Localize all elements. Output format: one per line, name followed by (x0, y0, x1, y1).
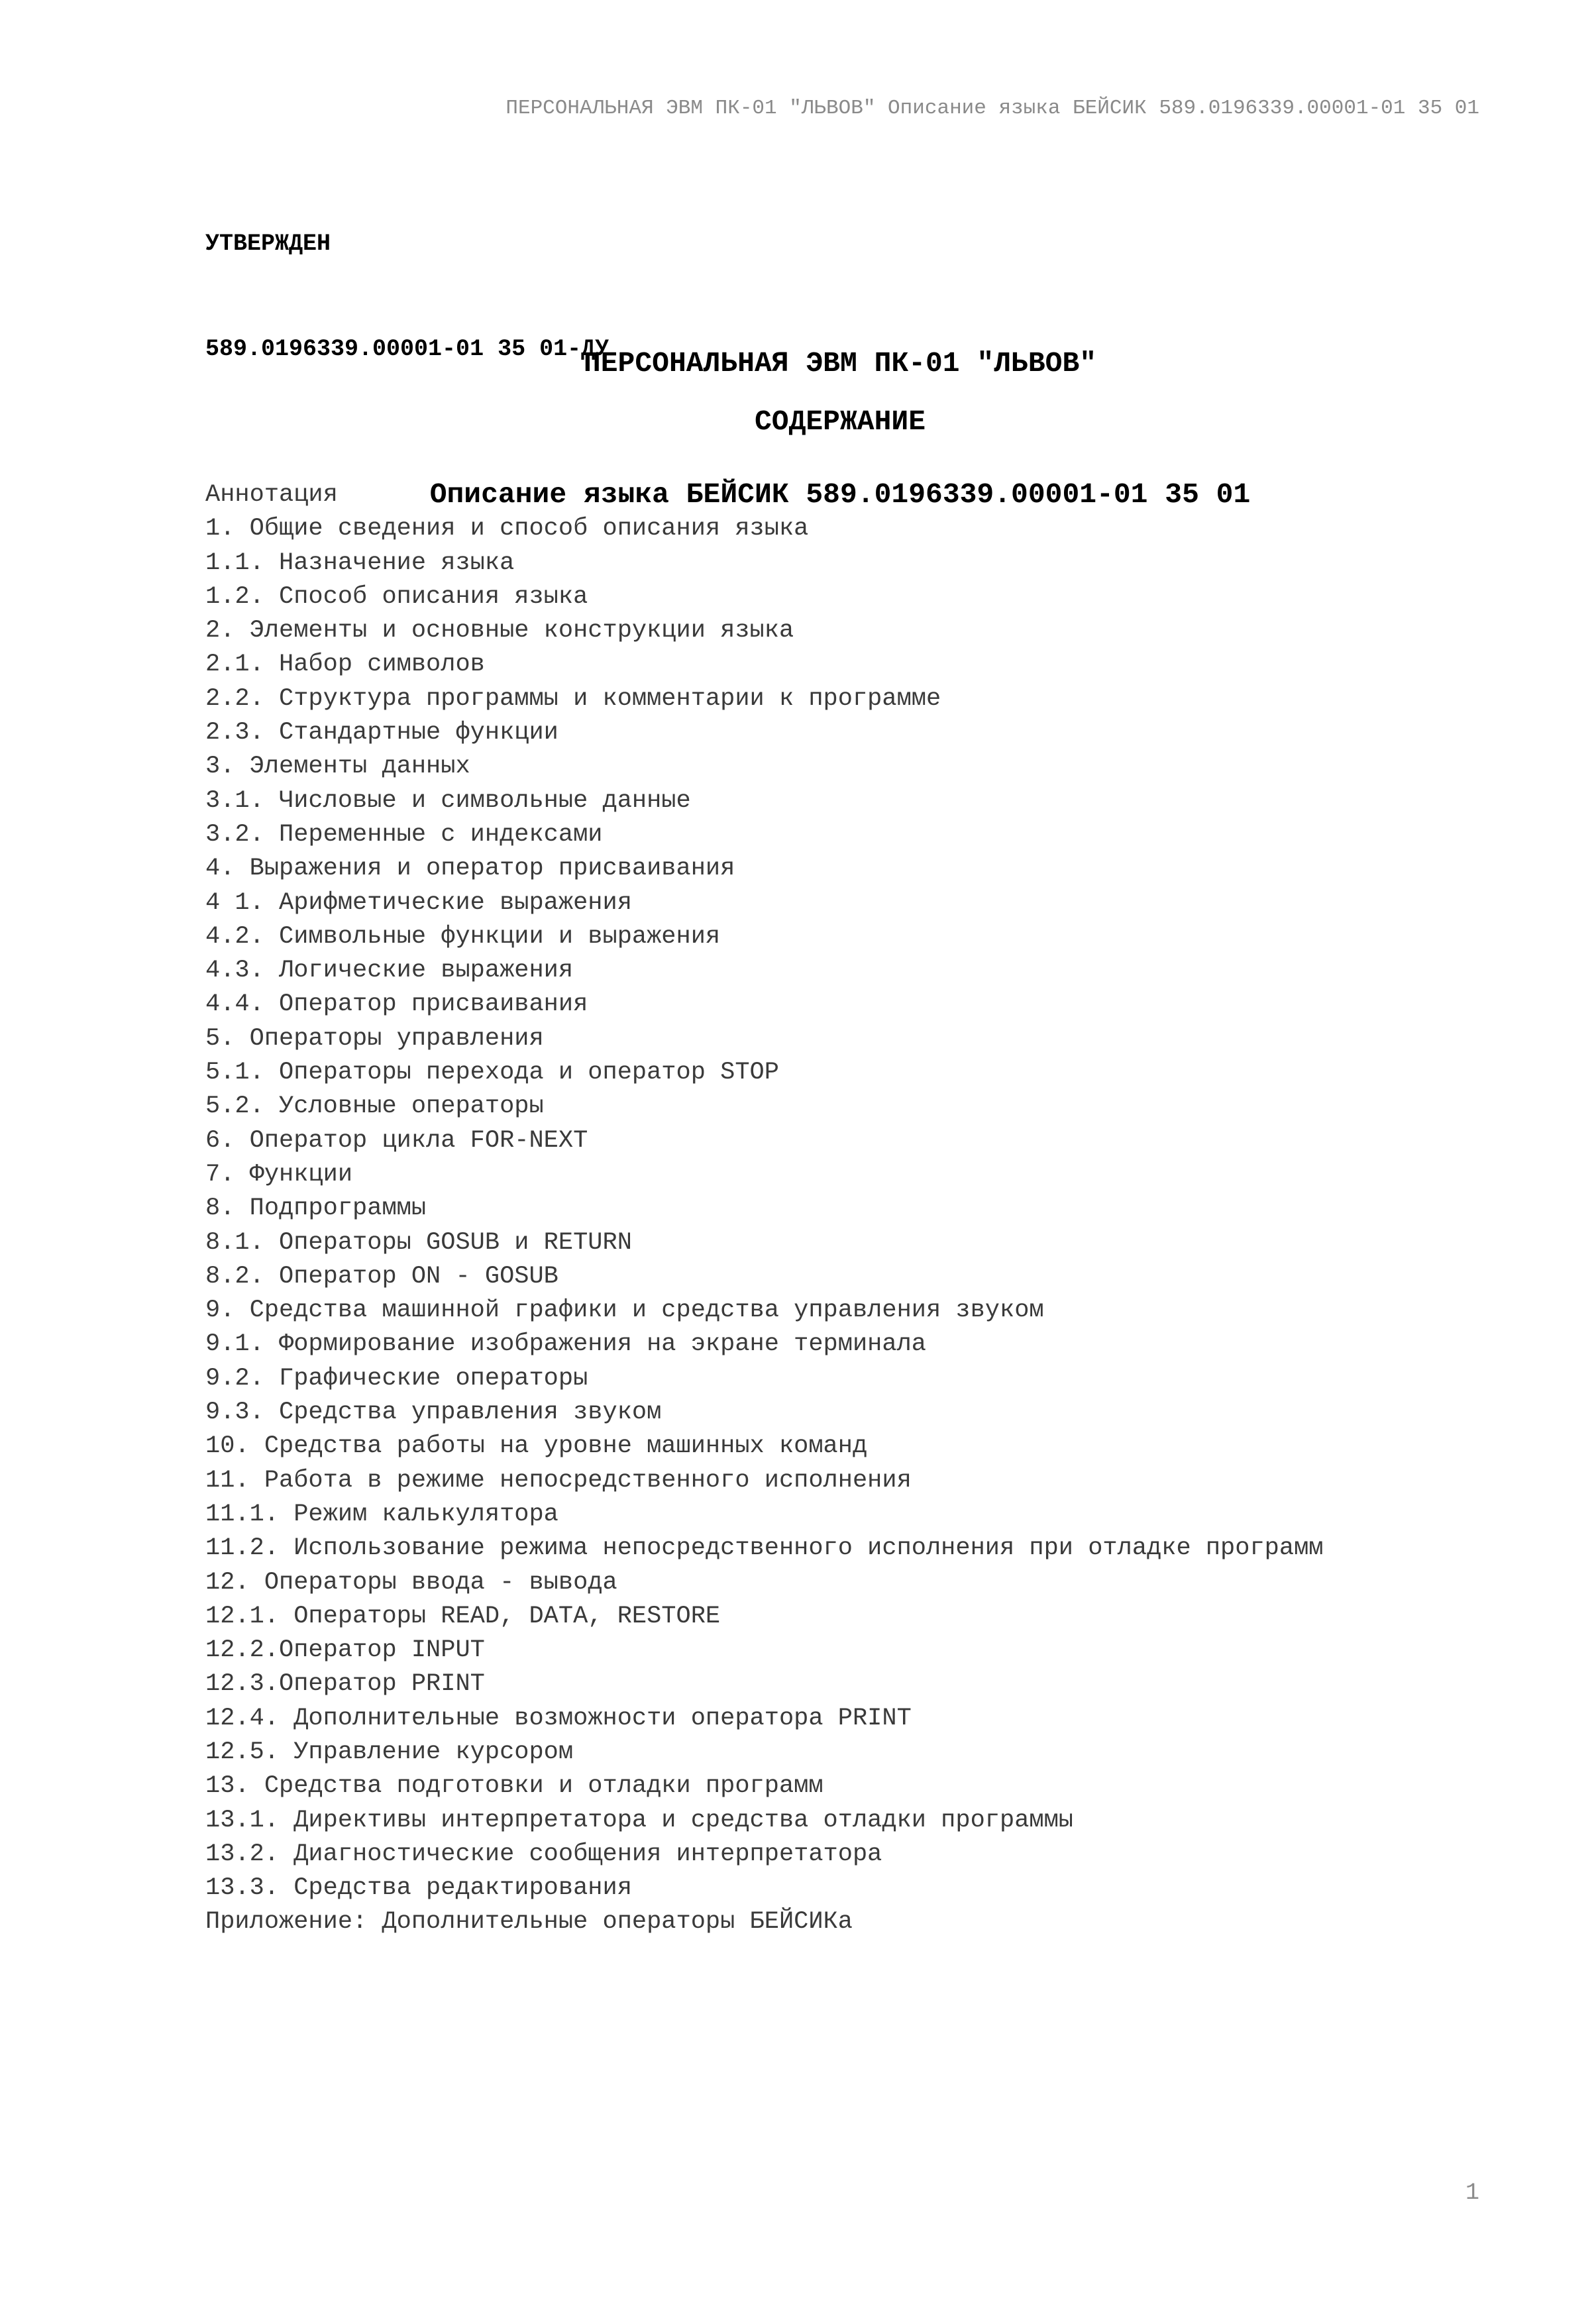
toc-entry: 8.1. Операторы GOSUB и RETURN (205, 1228, 632, 1257)
toc-entry: 8.2. Оператор ON - GOSUB (205, 1262, 558, 1291)
toc-entry: 12. Операторы ввода - вывода (205, 1568, 617, 1597)
toc-entry: 2.1. Набор символов (205, 651, 485, 679)
toc-entry: 5.1. Операторы перехода и оператор STOP (205, 1059, 779, 1087)
toc-heading: СОДЕРЖАНИЕ (754, 405, 926, 438)
toc-entry: 12.3.Оператор PRINT (205, 1670, 485, 1699)
toc-entry: Приложение: Дополнительные операторы БЕЙСИКа (205, 1908, 853, 1936)
toc-entry: 1.1. Назначение языка (205, 549, 515, 577)
toc-entry: 11. Работа в режиме непосредственного исполнения (205, 1466, 912, 1495)
toc-entry: 9. Средства машинной графики и средства управления звуком (205, 1296, 1044, 1325)
toc-entry: 5. Операторы управления (205, 1024, 544, 1053)
toc-entry: 5.2. Условные операторы (205, 1092, 544, 1121)
toc-entry: 13.2. Диагностические сообщения интерпретатора (205, 1840, 882, 1868)
toc-entry: 12.4. Дополнительные возможности оператора PRINT (205, 1704, 912, 1732)
approval-label: УТВЕРЖДЕН (205, 231, 331, 257)
toc-entry: 3.1. Числовые и символьные данные (205, 786, 691, 815)
toc-entry: 2.3. Стандартные функции (205, 719, 558, 747)
toc-entry: 12.2.Оператор INPUT (205, 1636, 485, 1665)
toc-entry: 4.2. Символьные функции и выражения (205, 922, 721, 951)
toc-entry: 4 1. Арифметические выражения (205, 888, 632, 917)
toc-entry: 7. Функции (205, 1160, 353, 1188)
toc-entry: 9.3. Средства управления звуком (205, 1399, 662, 1427)
toc-entry: 11.2. Использование режима непосредственного исполнения при отладке программ (205, 1534, 1324, 1563)
toc-entry: 8. Подпрограммы (205, 1194, 427, 1223)
toc-entry: 2. Элементы и основные конструкции языка (205, 617, 794, 645)
toc-entry: 10. Средства работы на уровне машинных команд (205, 1432, 868, 1461)
document-title-line-1: ПЕРСОНАЛЬНАЯ ЭВМ ПК-01 "ЛЬВОВ" (583, 347, 1097, 380)
toc-entry: 13. Средства подготовки и отладки программ (205, 1772, 823, 1801)
toc-entry: 4.4. Оператор присваивания (205, 990, 588, 1019)
toc-entry: 2.2. Структура программы и комментарии к программе (205, 684, 941, 713)
toc-entry: 3. Элементы данных (205, 753, 470, 781)
document-title-line-2: Описание языка БЕЙСИК 589.0196339.00001-01 35 01 (429, 478, 1251, 511)
running-header: ПЕРСОНАЛЬНАЯ ЭВМ ПК-01 "ЛЬВОВ" Описание языка БЕЙСИК 589.0196339.00001-01 35 01 (505, 97, 1479, 120)
toc-entry: 3.2. Переменные с индексами (205, 820, 603, 849)
toc-entry: 13.3. Средства редактирования (205, 1874, 632, 1903)
toc-entry: 4.3. Логические выражения (205, 957, 574, 985)
toc-entry: 13.1. Директивы интерпретатора и средства отладки программы (205, 1806, 1074, 1834)
page-number: 1 (1465, 2180, 1479, 2206)
toc-entry: 12.1. Операторы READ, DATA, RESTORE (205, 1602, 721, 1630)
toc-entry: 6. Оператор цикла FOR-NEXT (205, 1126, 588, 1155)
table-of-contents (205, 478, 1323, 1940)
toc-entry: Аннотация (205, 481, 338, 509)
toc-entry: 9.2. Графические операторы (205, 1364, 588, 1393)
toc-entry: 9.1. Формирование изображения на экране терминала (205, 1330, 926, 1359)
toc-entry: 4. Выражения и оператор присваивания (205, 855, 735, 883)
approval-code: 589.0196339.00001-01 35 01-ДУ (205, 336, 610, 362)
toc-entry: 12.5. Управление курсором (205, 1738, 574, 1766)
toc-entry: 1.2. Способ описания языка (205, 582, 588, 611)
toc-entry: 11.1. Режим калькулятора (205, 1500, 558, 1528)
toc-entry: 1. Общие сведения и способ описания языка (205, 515, 809, 543)
